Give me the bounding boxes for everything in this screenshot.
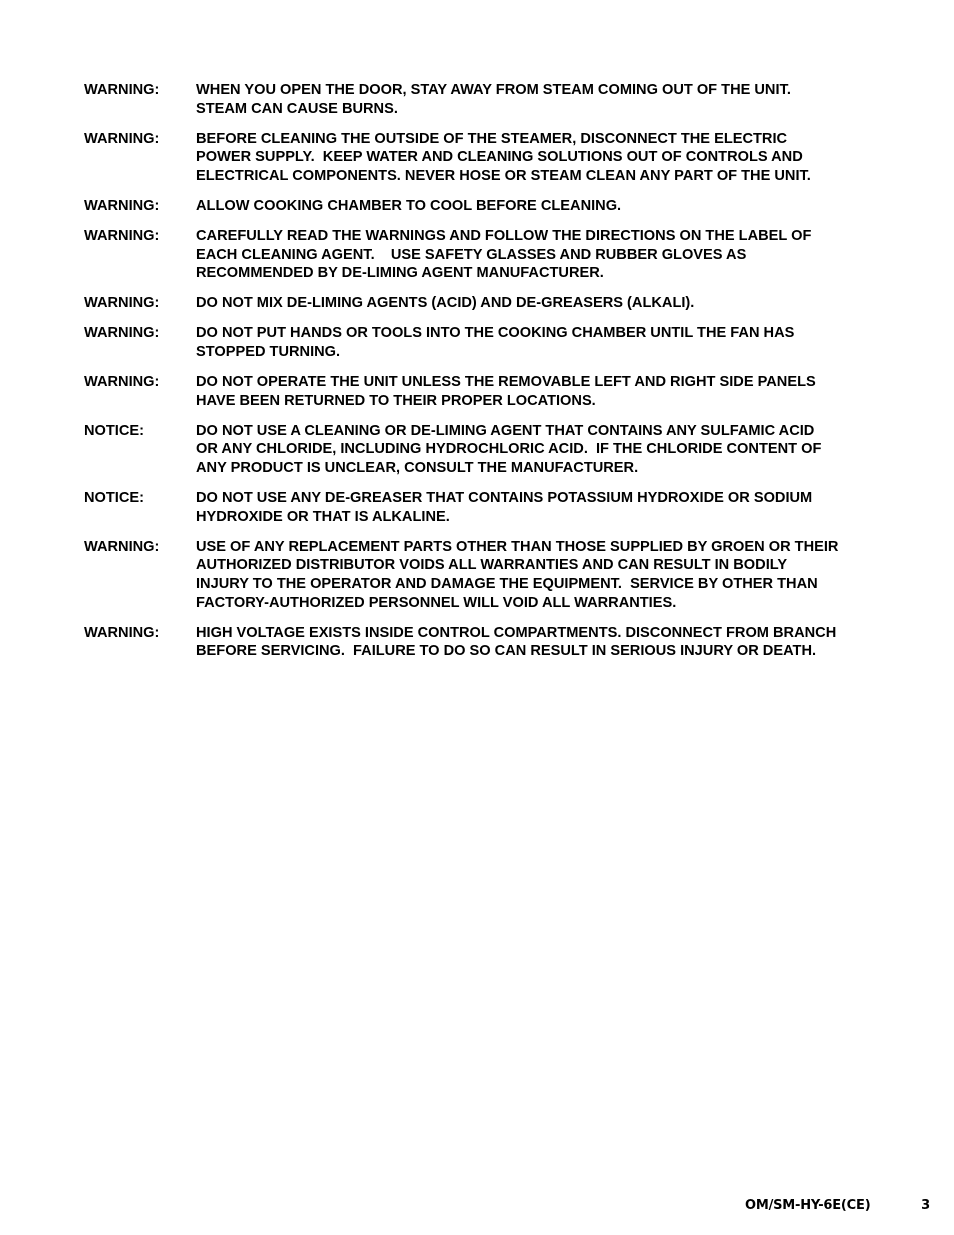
notice-item xyxy=(84,324,889,361)
page-number: 3 xyxy=(921,1198,930,1213)
notice-label: NOTICE: xyxy=(84,490,144,507)
notice-label: WARNING: xyxy=(84,228,160,245)
notice-item xyxy=(84,81,889,118)
notice-item xyxy=(84,489,889,526)
notice-text: DO NOT USE A CLEANING OR DE-LIMING AGENT THAT CONTAINS ANY SULFAMIC ACID OR ANY CHLORIDE, INCLUDING HYDROCHLORIC ACID. IF THE CHLORIDE CONTENT OF ANY PRODUCT IS UNCLEAR, CONSULT THE MANUFACTURER. xyxy=(196,422,822,476)
notice-text: USE OF ANY REPLACEMENT PARTS OTHER THAN THOSE SUPPLIED BY GROEN OR THEIR AUTHORIZED DISTRIBUTOR VOIDS ALL WARRANTIES AND CAN RESULT IN BODILY INJURY TO THE OPERATOR AND DAMAGE THE EQUIPMENT. SERVICE BY OTHER THAN FACTORY-AUTHORIZED PERSONNEL WILL VOID ALL WARRANTIES. xyxy=(196,538,839,611)
notice-label: WARNING: xyxy=(84,374,160,391)
notice-item xyxy=(84,227,889,283)
notice-item xyxy=(84,538,889,612)
notice-item xyxy=(84,197,889,216)
notice-text: DO NOT PUT HANDS OR TOOLS INTO THE COOKING CHAMBER UNTIL THE FAN HAS STOPPED TURNING. xyxy=(196,325,795,361)
notice-label: WARNING: xyxy=(84,325,160,342)
notice-text: HIGH VOLTAGE EXISTS INSIDE CONTROL COMPARTMENTS. DISCONNECT FROM BRANCH BEFORE SERVICING. FAILURE TO DO SO CAN RESULT IN SERIOUS INJURY OR DEATH. xyxy=(196,624,837,660)
notice-label: WARNING: xyxy=(84,197,160,214)
notice-text: DO NOT OPERATE THE UNIT UNLESS THE REMOVABLE LEFT AND RIGHT SIDE PANELS HAVE BEEN RETURNED TO THEIR PROPER LOCATIONS. xyxy=(196,374,816,409)
notice-item xyxy=(84,130,889,186)
page-footer xyxy=(745,1198,930,1213)
notice-text: DO NOT MIX DE-LIMING AGENTS (ACID) AND DE-GREASERS (ALKALI). xyxy=(196,295,695,312)
notice-item xyxy=(84,422,889,478)
notice-text: WHEN YOU OPEN THE DOOR, STAY AWAY FROM STEAM COMING OUT OF THE UNIT. STEAM CAN CAUSE BURNS. xyxy=(196,82,791,117)
notice-label: WARNING: xyxy=(84,82,160,98)
notice-item xyxy=(84,373,889,410)
document-id: OM/SM-HY-6E(CE) xyxy=(745,1198,871,1213)
notice-label: WARNING: xyxy=(84,624,160,641)
notice-label: WARNING: xyxy=(84,130,160,147)
notice-text: ALLOW COOKING CHAMBER TO COOL BEFORE CLEANING. xyxy=(196,197,622,214)
notice-text: BEFORE CLEANING THE OUTSIDE OF THE STEAMER, DISCONNECT THE ELECTRIC POWER SUPPLY. KEEP WATER AND CLEANING SOLUTIONS OUT OF CONTROLS AND ELECTRICAL COMPONENTS. NEVER HOSE OR STEAM CLEAN ANY PART OF THE UNIT. xyxy=(196,130,811,184)
notice-text: CAREFULLY READ THE WARNINGS AND FOLLOW THE DIRECTIONS ON THE LABEL OF EACH CLEANING AGENT. USE SAFETY GLASSES AND RUBBER GLOVES AS RECOMMENDED BY DE-LIMING AGENT MANUFACTURER. xyxy=(196,228,812,282)
notice-label: NOTICE: xyxy=(84,422,144,439)
notice-label: WARNING: xyxy=(84,295,160,312)
notice-item xyxy=(84,294,889,313)
notice-label: WARNING: xyxy=(84,538,160,555)
notice-text: DO NOT USE ANY DE-GREASER THAT CONTAINS POTASSIUM HYDROXIDE OR SODIUM HYDROXIDE OR THAT IS ALKALINE. xyxy=(196,490,813,525)
safety-notices-list xyxy=(84,81,889,672)
notice-item xyxy=(84,624,889,661)
